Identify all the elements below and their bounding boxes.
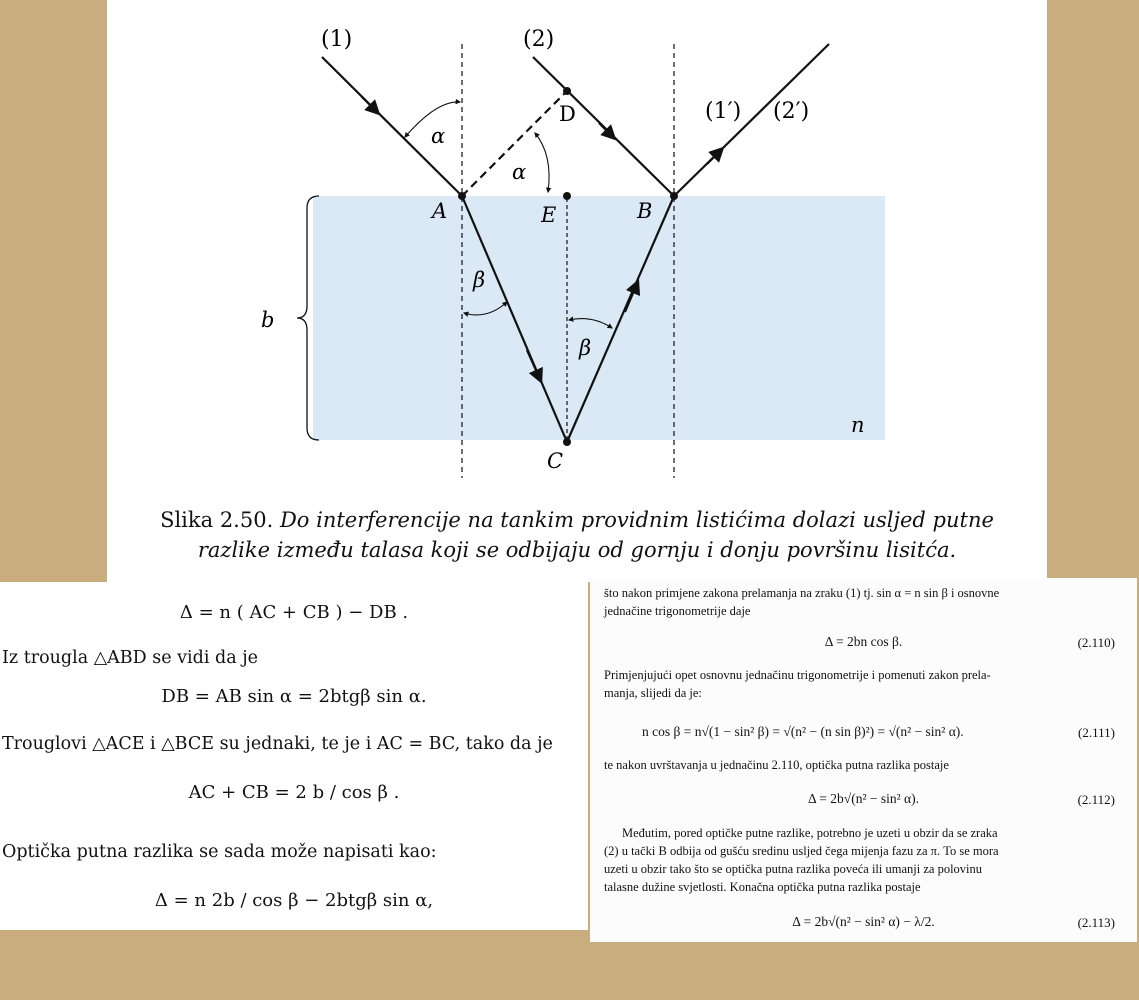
equation-2-110: Δ = 2bn cos β.	[824, 634, 903, 649]
equation-number-2-110: (2.110)	[1077, 635, 1115, 650]
paragraph-4-line-4: talasne dužine svjetlosti. Konačna optička putna razlika postaje	[604, 880, 921, 894]
caption-prefix: Slika 2.50.	[160, 508, 274, 532]
text-triangle-abd	[2, 648, 258, 668]
equation-number-2-111: (2.111)	[1078, 725, 1115, 740]
label-ray-1: (1)	[321, 27, 353, 52]
outgoing-ray-arrow	[707, 152, 719, 164]
equation-2-111: n cos β = n√(1 − sin² β) = √(n² − (n sin β)²) = √(n² − sin² α).	[642, 724, 964, 739]
label-alpha-2: α	[512, 160, 527, 184]
ray-1-arrow	[362, 97, 375, 110]
equation-delta-expanded	[0, 890, 588, 911]
label-point-c: C	[547, 449, 564, 473]
equation-1-text: Δ = n ( AC + CB ) − DB .	[179, 602, 409, 623]
label-point-e: E	[541, 203, 557, 227]
caption-text-2: razlike između talasa koji se odbijaju od gornju i donju površinu lisitća.	[197, 538, 957, 562]
paragraph-1-line-1: što nakon primjene zakona prelamanja na zraku (1) tj. sin α = n sin β i osnovne	[604, 586, 1000, 600]
text-triangles-ace-bce	[2, 734, 553, 754]
point-e	[563, 192, 571, 200]
ray-2-arrow	[599, 123, 611, 135]
label-thickness-b: b	[261, 308, 275, 332]
figure-panel	[107, 0, 1047, 582]
paragraph-2-line-2: manja, slijedi da je:	[604, 686, 702, 700]
label-ray-2: (2)	[523, 27, 555, 52]
figure-caption-line-2	[107, 538, 1047, 562]
equation-ac-cb	[0, 782, 588, 803]
equation-db	[0, 686, 588, 707]
label-ray-1-prime: (1′)	[705, 99, 742, 124]
equation-number-2-112: (2.112)	[1077, 792, 1115, 807]
text-optical-path	[2, 842, 437, 862]
equation-2-112: Δ = 2b√(n² − sin² α).	[808, 791, 919, 806]
point-c	[563, 438, 571, 446]
label-ray-2-prime: (2′)	[773, 99, 810, 124]
figure-caption-line-1	[107, 508, 1047, 532]
point-a	[458, 192, 466, 200]
equation-delta-path	[0, 602, 588, 623]
left-text-panel	[0, 582, 588, 930]
text-3: Optička putna razlika se sada može napisati kao:	[2, 842, 437, 862]
paragraph-1-line-2: jednačine trigonometrije daje	[604, 604, 751, 618]
paragraph-2-line-1: Primjenjujući opet osnovnu jednačinu trigonometrije i pomenuti zakon prela-	[604, 668, 991, 682]
equation-2-text: DB = AB sin α = 2btgβ sin α.	[161, 686, 427, 707]
equation-4-text: Δ = n 2b / cos β − 2btgβ sin α,	[154, 890, 434, 911]
label-point-b: B	[637, 199, 653, 223]
label-alpha-1: α	[431, 124, 446, 148]
text-2: Trouglovi △ACE i △BCE su jednaki, te je i AC = BC, tako da je	[2, 734, 553, 754]
paragraph-4-line-1: Međutim, pored optičke putne razlike, potrebno je uzeti u obzir da se zraka	[622, 826, 998, 840]
label-beta-1: β	[473, 268, 486, 292]
label-point-a: A	[432, 199, 448, 223]
thin-film-region	[313, 196, 885, 440]
right-text-panel	[590, 578, 1137, 942]
caption-text-1: Do interferencije na tankim providnim listićima dolazi usljed putne	[279, 508, 994, 532]
label-point-d: D	[559, 102, 576, 126]
angle-arc-alpha-2	[535, 133, 549, 192]
label-beta-2: β	[579, 336, 592, 360]
text-1: Iz trougla △ABD se vidi da je	[2, 648, 258, 668]
paragraph-4-line-3: uzeti u obzir tako što se optička putna razlika poveća ili umanji za polovinu	[604, 862, 983, 876]
label-index-n: n	[851, 413, 865, 437]
point-b	[670, 192, 678, 200]
thin-film-diagram	[107, 0, 1047, 500]
paragraph-3-line-1: te nakon uvrštavanja u jednačinu 2.110, optička putna razlika postaje	[604, 758, 949, 772]
equation-number-2-113: (2.113)	[1077, 915, 1115, 930]
equation-2-113: Δ = 2b√(n² − sin² α) − λ/2.	[792, 914, 935, 929]
paragraph-4-line-2: (2) u tački B odbija od gušću sredinu usljed čega mijenja fazu za π. To se mora	[604, 844, 999, 858]
point-d	[563, 87, 571, 95]
equation-3-text: AC + CB = 2 b / cos β .	[188, 782, 400, 803]
